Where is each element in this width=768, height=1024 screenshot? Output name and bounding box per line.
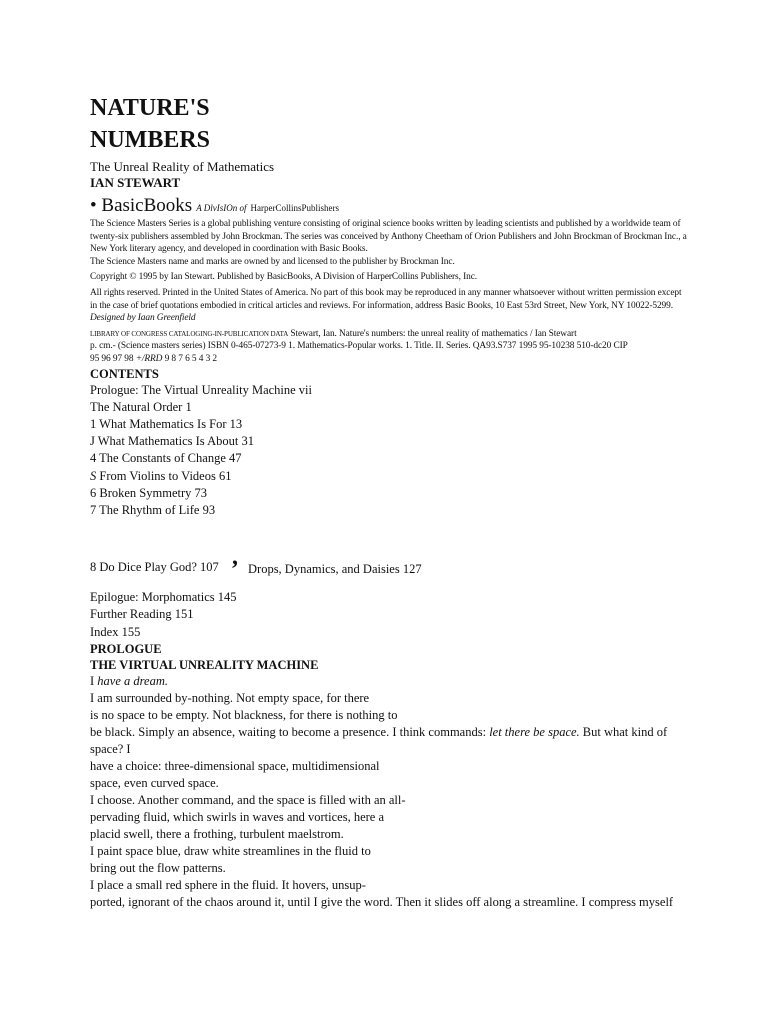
toc-item: 6 Broken Symmetry 73 [90, 485, 208, 500]
book-page [90, 92, 690, 911]
book-title-line2: NUMBERS [90, 127, 211, 153]
toc-item: J What Mathematics Is About 31 [90, 434, 254, 449]
publisher-parent: HarperCollinsPublishers [250, 203, 340, 213]
body-line [90, 673, 690, 690]
body-line: is no space to be empty. Not blackness, for there is nothing to [90, 707, 398, 722]
prologue-heading: PROLOGUE [90, 641, 162, 656]
toc-item: Prologue: The Virtual Unreality Machine vii [90, 382, 313, 397]
loc-text: Stewart, Ian. Nature's numbers: the unreal reality of mathematics / Ian Stewart [288, 328, 577, 339]
toc-item: The Natural Order 1 [90, 399, 192, 414]
toc-item-title: From Violins to Videos 61 [96, 468, 232, 483]
toc-item [90, 468, 690, 485]
publisher-division: A DlvIsIOn of [196, 203, 247, 213]
body-line: I am surrounded by-nothing. Not empty space, for there [90, 690, 370, 705]
dream-italic: have a dream. [97, 673, 168, 688]
body-line: pervading fluid, which swirls in waves and vortices, here a [90, 809, 385, 824]
contents-heading: CONTENTS [90, 366, 159, 381]
toc-item: Drops, Dynamics, and Daisies 127 [248, 562, 422, 577]
body-italic: let there be space. [489, 724, 580, 739]
printing-suffix: 9 8 7 6 5 4 3 2 [162, 353, 217, 364]
body-line: bring out the flow patterns. [90, 860, 226, 875]
toc-item: Further Reading 151 [90, 607, 194, 622]
series-paragraph: The Science Masters Series is a global publishing venture consisting of original science books written by leading scientists and published by a worldwide team of twenty-six publishers assembled by John Brockman. The series was conceived by Anthony Cheetham of Orion Publishers and John Brockman of Brockman Inc., a New York literary agency, and developed in coordination with Basic Books. [90, 219, 687, 255]
toc-item: 8 Do Dice Play God? 107 [90, 560, 219, 575]
toc-item: 4 The Constants of Change 47 [90, 451, 242, 466]
body-line: space, even curved space. [90, 775, 219, 790]
toc-item: 1 What Mathematics Is For 13 [90, 416, 243, 431]
trademark-line: The Science Masters name and marks are owned by and licensed to the publisher by Brockman Inc. [90, 256, 455, 267]
copyright-line: Copyright © 1995 by Ian Stewart. Published by BasicBooks, A Division of HarperCollins Publishers, Inc. [90, 272, 478, 283]
prologue-body [90, 673, 690, 911]
book-author: IAN STEWART [90, 175, 181, 190]
toc-item: Epilogue: Morphomatics 145 [90, 590, 237, 605]
publisher-name: • BasicBooks [90, 195, 193, 216]
body-line: have a choice: three-dimensional space, multidimensional [90, 758, 380, 773]
toc-item-number: S [90, 468, 97, 483]
body-line: placid swell, there a frothing, turbulent maelstrom. [90, 826, 344, 841]
loc-caps: LIBRARY OF CONGRESS CATALOGING-IN-PUBLICATION DATA [90, 329, 289, 338]
body-line: I place a small red sphere in the fluid. It hovers, unsup- [90, 877, 366, 892]
prologue-subheading: THE VIRTUAL UNREALITY MACHINE [90, 657, 319, 672]
table-of-contents [90, 382, 690, 641]
printing-line [90, 353, 690, 366]
printing-ital: +/RRD [135, 353, 163, 364]
toc-item: Index 155 [90, 624, 141, 639]
book-title-line1: NATURE'S [90, 95, 210, 121]
cip-line: p. cm.- (Science masters series) ISBN 0-465-07273-9 1. Mathematics-Popular works. 1. Title. II. Series. QA93.S737 1995 95-10238 510-dc20 CIP [90, 341, 628, 352]
body-line: space? I [90, 741, 131, 756]
body-line: I paint space blue, draw white streamlines in the fluid to [90, 843, 371, 858]
body-line [90, 724, 690, 741]
loc-data [90, 328, 690, 341]
front-matter [90, 218, 690, 366]
designer-credit: Designed by Iaan Greenfield [90, 313, 196, 324]
book-subtitle: The Unreal Reality of Mathematics [90, 159, 275, 174]
rights-paragraph: All rights reserved. Printed in the United States of America. No part of this book may be reproduced in any manner whatsoever without written permission except in the case of brief quotations embodied in critical articles and reviews. For information, address Basic Books, 10 East 53rd Street, New York, NY 10022-5299. [90, 287, 682, 311]
body-text: But what kind of [579, 724, 668, 739]
toc-stray-comma: , [232, 544, 238, 571]
toc-split-row [90, 544, 690, 585]
body-line: I choose. Another command, and the space is filled with an all- [90, 792, 406, 807]
publisher-line [90, 196, 690, 218]
dream-pronoun: I [90, 673, 98, 688]
toc-item: 7 The Rhythm of Life 93 [90, 502, 216, 517]
printing-prefix: 95 96 97 98 [90, 353, 136, 364]
body-line: ported, ignorant of the chaos around it, until I give the word. Then it slides off along a streamline. I compress myself [90, 894, 674, 909]
body-text: be black. Simply an absence, waiting to become a presence. I think commands: [90, 724, 490, 739]
